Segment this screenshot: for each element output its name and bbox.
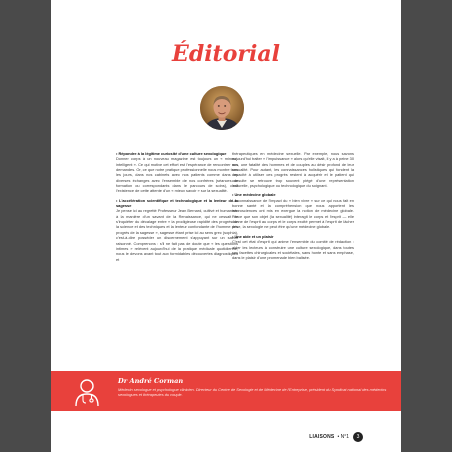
author-name: Dr André Corman [118,377,184,385]
section-body: La connaissance de l'impact du « bien vivre » sur ce qui nous fait en bonne santé et la compréhension que nous apportent les neurosciences ont mis en exergue la notion de médecine globale. Parce que son objet (la sexualité) interagit le corps et l'esprit — elle donne de l'esprit au corps et le corps excité permet à l'esprit de lâcher prise, la sexologie ne peut être qu'une médecine globale. [232,197,354,230]
right-column [232,151,354,265]
section-heading: • Une médecine globale [232,192,276,198]
left-column [116,151,238,266]
page-number-badge: 3 [353,432,363,442]
section-body: C'est cet état d'esprit qui anime l'ensemble du comité de rédaction : aider les lecteurs à construire une culture sexologique, dans toutes ses facettes chirurgicales et sociétales, sans honte et sans emphase, dans le plaisir d'une promenade bien balisée. [232,239,354,261]
section-heading: • Répondre à la légitime curiosité d'une culture sexologique [116,151,227,156]
page-title: Éditorial [172,41,280,67]
author-bio: Médecin sexologue et psychologue clinicien. Directeur du Centre de Sexologie et de Médecine de l'Entreprise, président du Syndicat national des médecins sexologues et thérapeutes du couple. [118,387,387,398]
section-body: Je pense ici au regretté Professeur Jean Bernard, cultivé et humaniste à la manière d'un savant de la Renaissance, qui ne cessait de s'inquiéter du décalage entre « la prodigieuse rapidité des progrès de la science et des techniques et la lenteur confondante de l'homme des progrès de la sagesse », sagesse étant prise ici au sens grec (sophia), c'est-à-dire posséder un discernement s'appuyant sur un savoir raisonné. Comprenons : s'il ne fait pas de doute que « les questions intimes » relèvent aujourd'hui de la pratique médicale quotidienne, nous le devons avant tout aux formidables découvertes diagnostiques et [116,208,238,262]
section-heading: • L'accélération scientifique et technologique et la lenteur de la sagesse [116,197,238,209]
author-footer [51,371,401,411]
page-footer [309,432,363,442]
magazine-page [51,0,401,452]
author-portrait [200,86,244,130]
section-heading: • Une aide et un plaisir [232,233,274,239]
magazine-brand: LIAISONS [309,434,335,440]
section-body: thérapeutiques en médecine sexuelle. Par exemple, nous savons aujourd'hui traiter « l'impuissance » alors qu'elle visait, il y a à peine 30 ans, une fatalité des hommes et de couples au désir profond de leur sexualité. Pour autant, les connaissances holistiques qui fondent la capacité à utiliser ces progrès restent à acquérir et le patient qui consulte se retrouve trop souvent piégé d'une représentation culturelle, psychologique ou technologique du soignant. [232,151,354,189]
doctor-icon [73,377,101,407]
section-body: Donner corps à un nouveau magazine est toujours un « mineur-intelligent ». Ce qui motive cet effort est l'espérance de rencontrer nos demandes. Or, ce que notre pratique professionnelle nous montre tous les jours, dans nos cabinets avec nos patients comme dans les diverses échanges avec l'ensemble de nos confrères (séances de formation ou correspondants dans le parcours de soins), c'est l'existence de cette attente d'un « mieux savoir » sur la sexualité. [116,156,238,194]
issue-number: • N°1 [337,434,349,440]
